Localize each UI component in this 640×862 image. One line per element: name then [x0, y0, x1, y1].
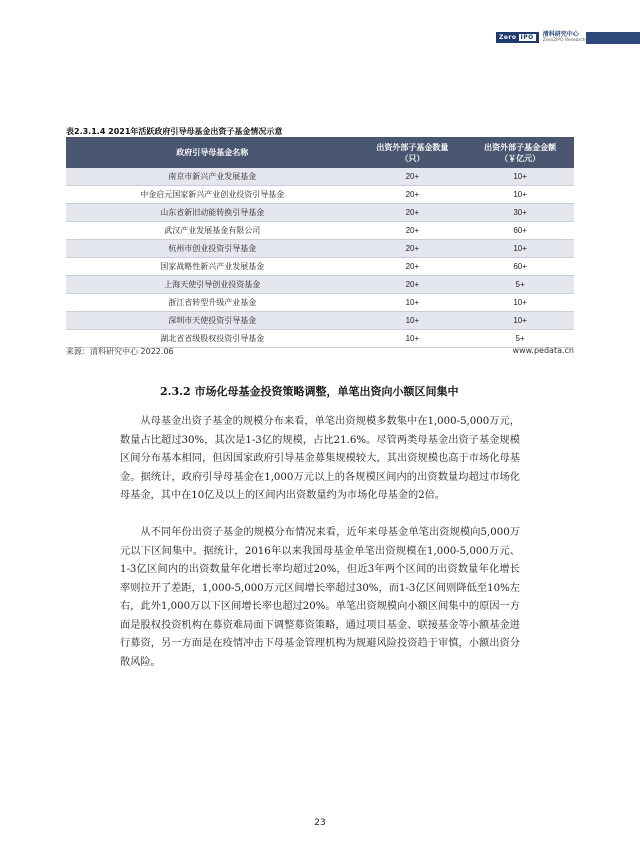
cell-fund-name: 上海天使引导创业投资基金 — [66, 276, 358, 294]
page-number: 23 — [314, 818, 326, 828]
section-heading: 2.3.2 市场化母基金投资策略调整，单笔出资向小额区间集中 — [160, 385, 459, 398]
logo-badge: Zero IPO — [496, 32, 539, 43]
table-row — [66, 312, 574, 330]
cell-fund-count: 20+ — [358, 240, 466, 258]
cell-fund-name: 中金启元国家新兴产业创业投资引导基金 — [66, 186, 358, 204]
body-paragraph-2: 从不同年份出资子基金的规模分布情况来看，近年来母基金单笔出资规模向5,000万元以下区间集中。据统计，2016年以来我国母基金单笔出资规模在1,000-5,000万元、1-3亿区间内的出资数量年化增长率均超过20%，但近3年两个区间的出资数量年化增长率则拉开了差距，1,000-5,000万元区间增长率超过30%，而1-3亿区间则降低至10%左右，此外1,000万以下区间增长率也超过20%。单笔出资规模向小额区间集中的原因一方面是股权投资机构在募资难局面下调整募资策略，通过项目基金、联接基金等小额基金进行募资，另一方面是在疫情冲击下母基金管理机构为规避风险投资趋于审慎，小额出资分散风险。 — [120, 527, 520, 668]
table-row — [66, 222, 574, 240]
body-paragraph-1: 从母基金出资子基金的规模分布来看，单笔出资规模多数集中在1,000-5,000万元，数量占比超过30%，其次是1-3亿的规模，占比21.6%。尽管两类母基金出资子基金规模区间分布基本相同，但因国家政府引导基金募集规模较大，其出资规模也高于市场化母基金。据统计，政府引导母基金在1,000万元以上的各规模区间内的出资数量均超过市场化母基金，其中在10亿及以上的区间内出资数量约为市场化母基金的2倍。 — [120, 416, 520, 501]
cell-fund-amount: 5+ — [466, 330, 574, 348]
table-row — [66, 276, 574, 294]
table-row — [66, 240, 574, 258]
header-fund-count: 出资外部子基金数量 （只） — [358, 137, 466, 168]
cell-fund-name: 山东省新旧动能转换引导基金 — [66, 204, 358, 222]
table-source: 来源：清科研究中心 2022.06 — [66, 347, 174, 356]
cell-fund-amount: 10+ — [466, 168, 574, 186]
cell-fund-amount: 10+ — [466, 240, 574, 258]
cell-fund-amount: 10+ — [466, 294, 574, 312]
table-row — [66, 258, 574, 276]
cell-fund-name: 南京市新兴产业发展基金 — [66, 168, 358, 186]
table-title: 表2.3.1.4 2021年活跃政府引导母基金出资子基金情况示意 — [66, 127, 283, 136]
cell-fund-count: 10+ — [358, 330, 466, 348]
cell-fund-count: 20+ — [358, 222, 466, 240]
logo-en-text: Zero2IPO Research — [542, 38, 586, 43]
header-fund-amount: 出资外部子基金金额 （￥亿元） — [466, 137, 574, 168]
source-url: www.pedata.cn — [512, 346, 574, 355]
cell-fund-amount: 60+ — [466, 258, 574, 276]
cell-fund-amount: 5+ — [466, 276, 574, 294]
cell-fund-name: 湖北省省级股权投资引导基金 — [66, 330, 358, 348]
cell-fund-count: 20+ — [358, 168, 466, 186]
table-row — [66, 294, 574, 312]
fund-table — [66, 137, 574, 348]
cell-fund-name: 深圳市天使投资引导基金 — [66, 312, 358, 330]
table-row — [66, 330, 574, 348]
table-row — [66, 168, 574, 186]
table-header-row — [66, 137, 574, 168]
cell-fund-count: 20+ — [358, 258, 466, 276]
cell-fund-count: 20+ — [358, 204, 466, 222]
cell-fund-name: 武汉产业发展基金有限公司 — [66, 222, 358, 240]
cell-fund-count: 20+ — [358, 276, 466, 294]
cell-fund-name: 杭州市创业投资引导基金 — [66, 240, 358, 258]
cell-fund-count: 10+ — [358, 294, 466, 312]
header-fund-name: 政府引导母基金名称 — [66, 137, 358, 168]
cell-fund-name: 浙江省转型升级产业基金 — [66, 294, 358, 312]
table-row — [66, 186, 574, 204]
cell-fund-count: 10+ — [358, 312, 466, 330]
cell-fund-amount: 10+ — [466, 186, 574, 204]
logo-text — [543, 32, 586, 44]
table-row — [66, 204, 574, 222]
cell-fund-count: 20+ — [358, 186, 466, 204]
cell-fund-name: 国家战略性新兴产业发展基金 — [66, 258, 358, 276]
zero2ipo-logo — [496, 32, 586, 44]
cell-fund-amount: 60+ — [466, 222, 574, 240]
logo-cn-text: 清科研究中心 — [542, 31, 579, 38]
header-accent-bar — [586, 32, 640, 44]
cell-fund-amount: 10+ — [466, 312, 574, 330]
cell-fund-amount: 30+ — [466, 204, 574, 222]
